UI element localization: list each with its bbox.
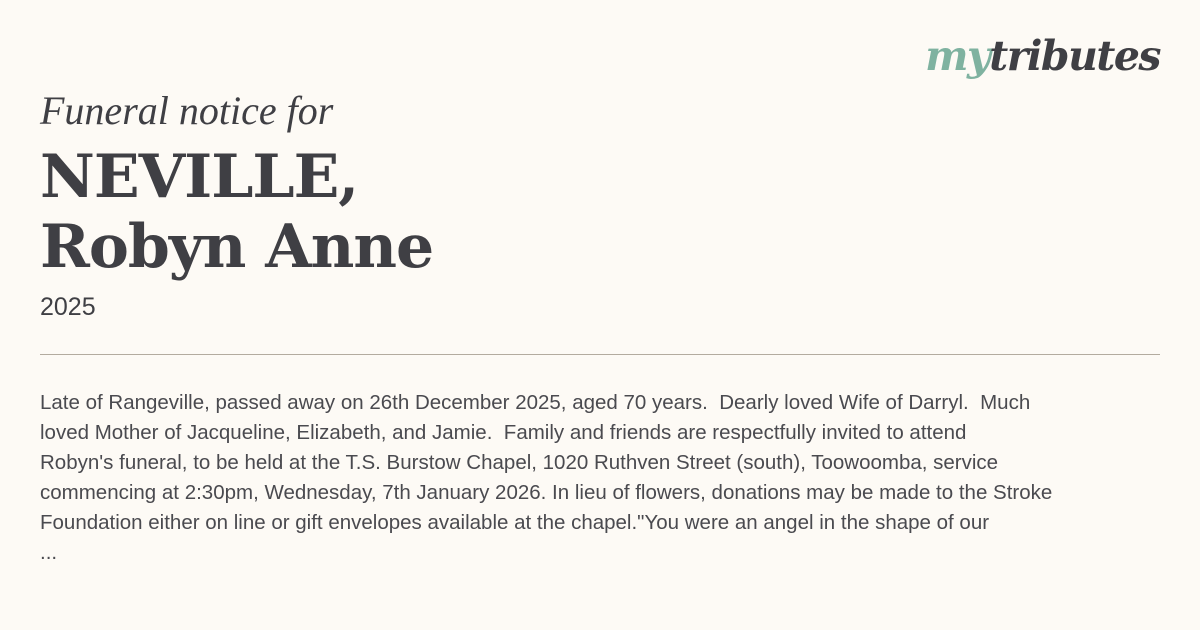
notice-body-line: loved Mother of Jacqueline, Elizabeth, and Jamie. Family and friends are respectfully invited to attend bbox=[40, 421, 967, 444]
logo-tributes: tributes bbox=[989, 32, 1160, 80]
notice-body-line: commencing at 2:30pm, Wednesday, 7th January 2026. In lieu of flowers, donations may be made to the Stroke bbox=[40, 481, 1053, 504]
notice-body-line: Late of Rangeville, passed away on 26th December 2025, aged 70 years. Dearly loved Wife of Darryl. Much bbox=[40, 391, 1031, 414]
notice-body-line: Robyn's funeral, to be held at the T.S. Burstow Chapel, 1020 Ruthven Street (south), Toowoomba, service bbox=[40, 451, 999, 474]
given-names: Robyn Anne bbox=[40, 212, 434, 282]
notice-body bbox=[40, 388, 1160, 568]
notice-year: 2025 bbox=[40, 293, 96, 321]
mytributes-logo[interactable] bbox=[925, 32, 1160, 80]
deceased-name bbox=[40, 142, 433, 282]
notice-body-line: Foundation either on line or gift envelopes available at the chapel."You were an angel in the shape of our bbox=[40, 511, 990, 534]
logo-my: my bbox=[925, 32, 990, 80]
notice-kicker: Funeral notice for bbox=[40, 88, 334, 133]
notice-body-ellipsis: ... bbox=[40, 541, 58, 564]
divider bbox=[40, 354, 1160, 355]
surname: NEVILLE, bbox=[40, 142, 359, 212]
